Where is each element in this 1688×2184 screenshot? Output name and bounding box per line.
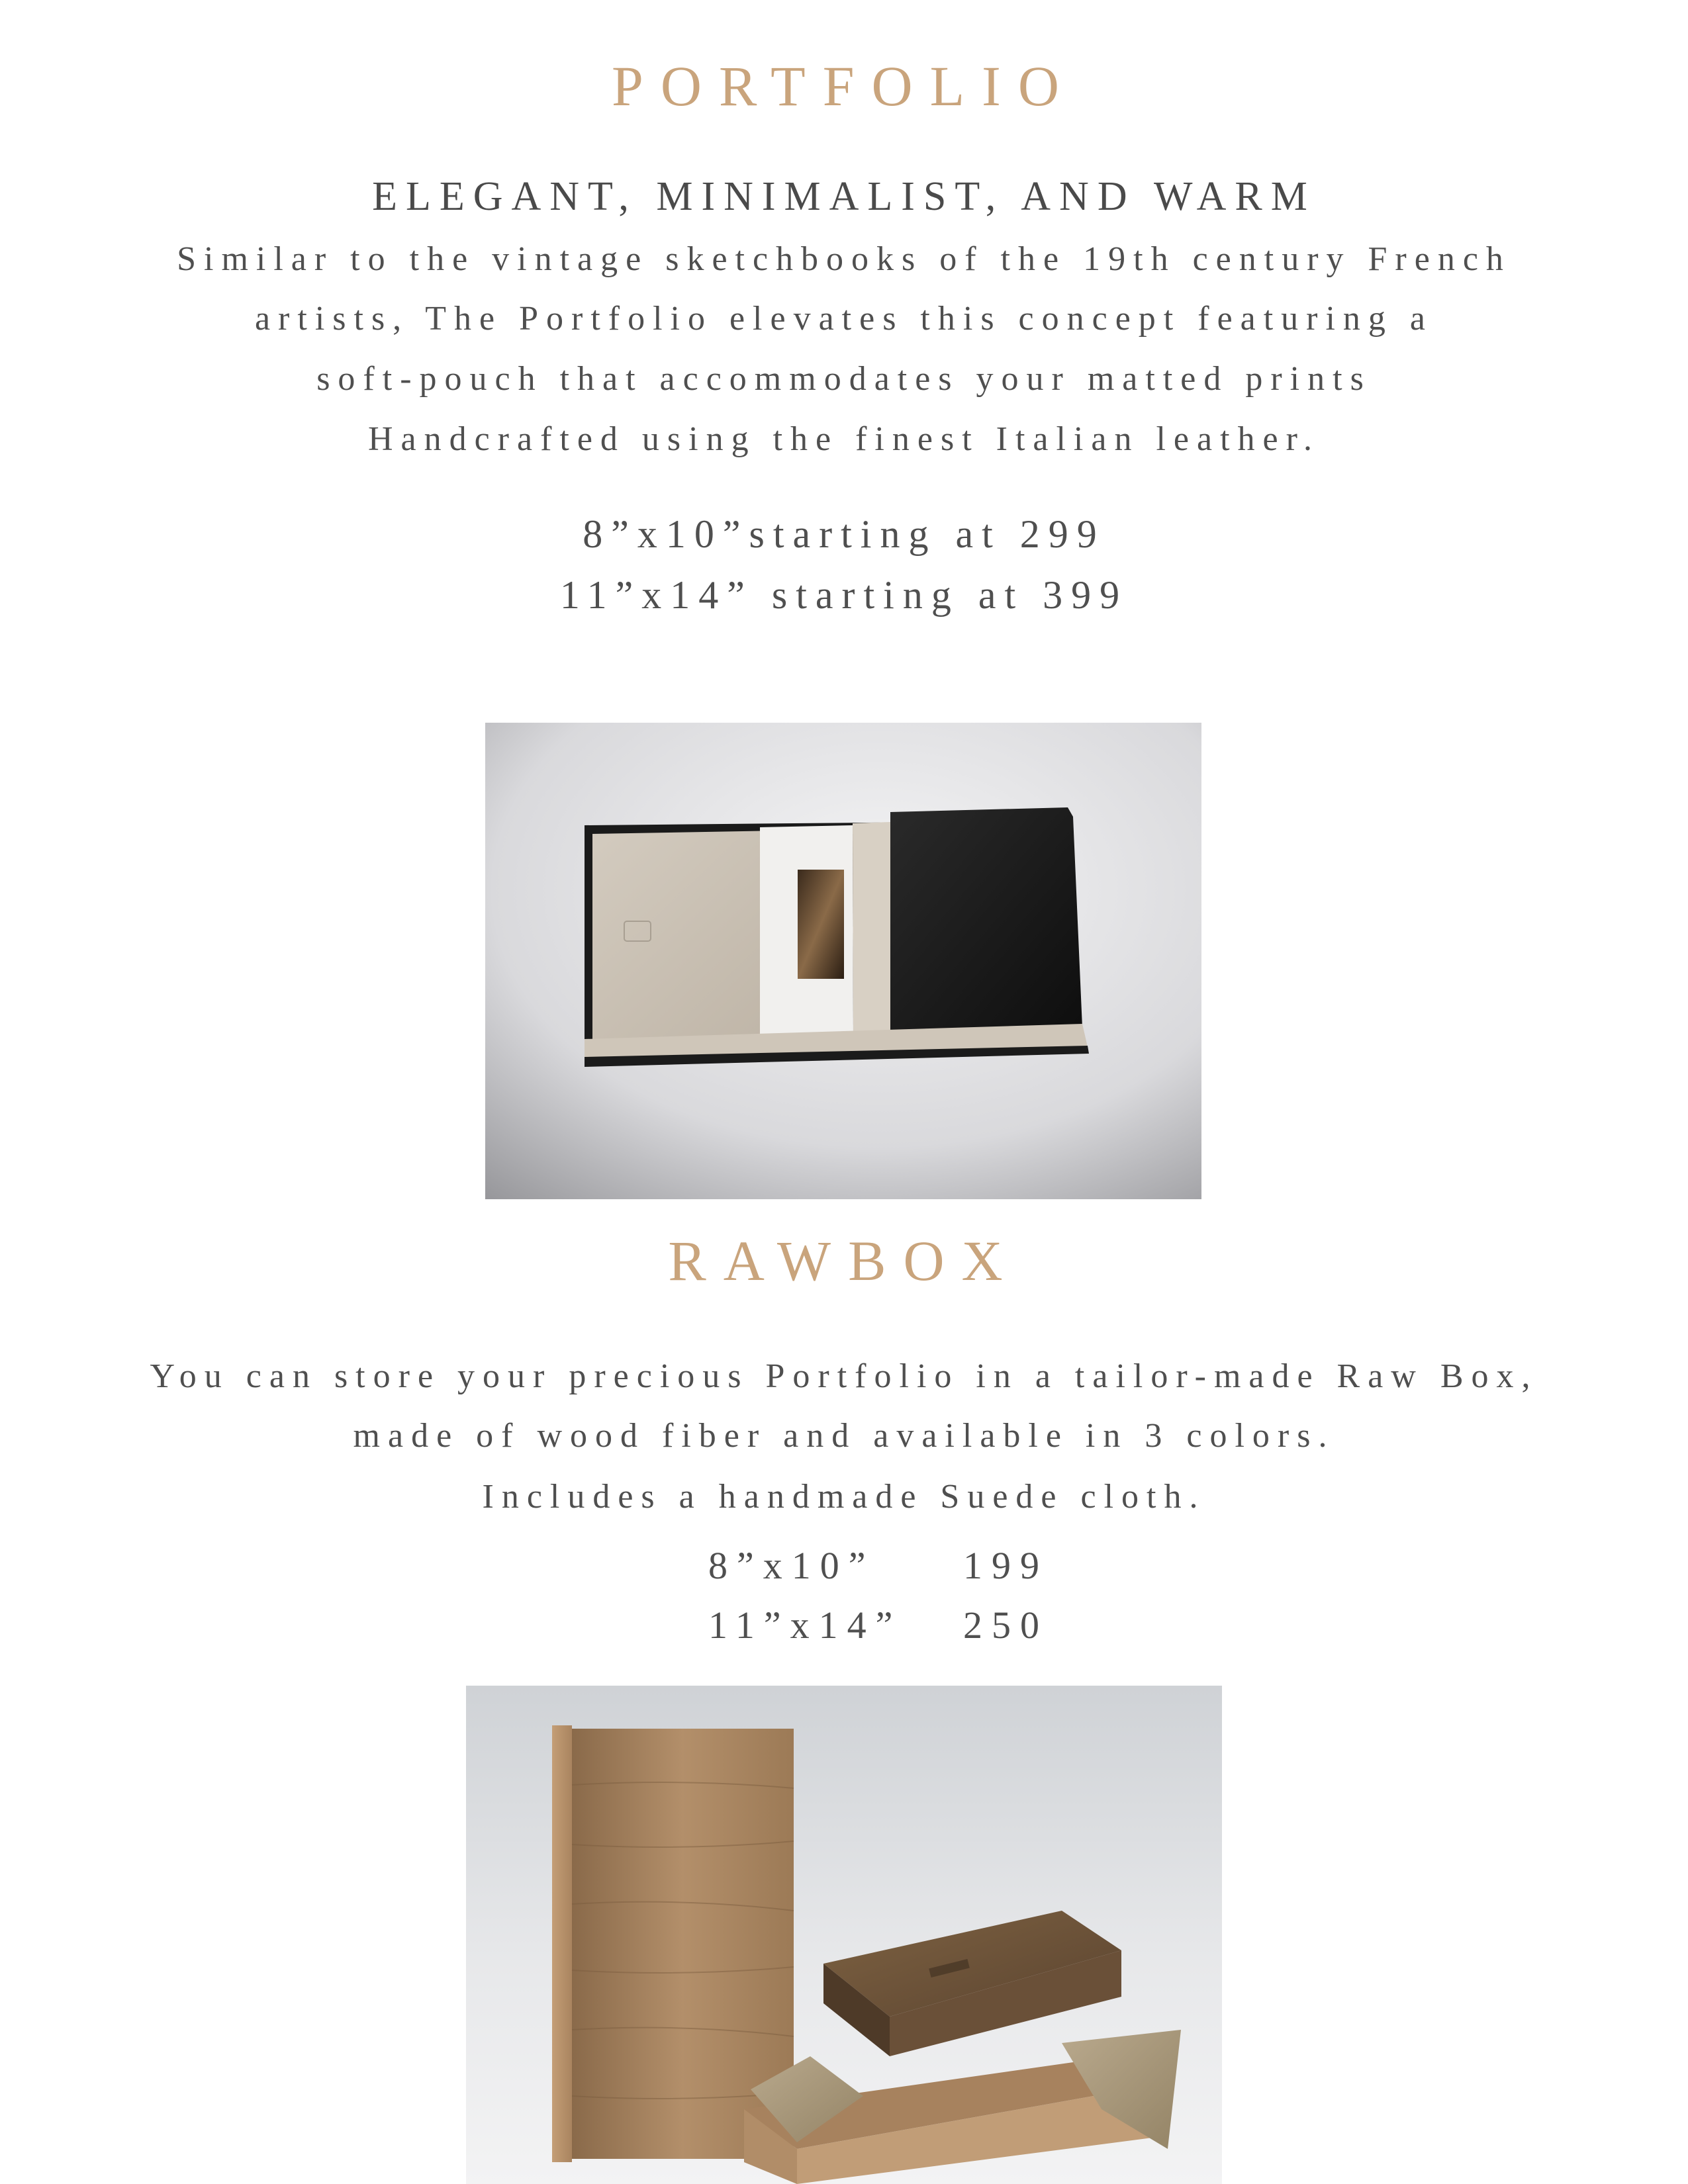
rawbox-title: RAWBOX bbox=[668, 1229, 1020, 1293]
portfolio-price-8x10: 8”x10”starting at 299 bbox=[583, 512, 1105, 556]
portfolio-price-11x14: 11”x14” starting at 399 bbox=[559, 573, 1129, 617]
rawbox-product-photo bbox=[466, 1686, 1222, 2184]
portfolio-description-line: soft-pouch that accommodates your matted prints bbox=[316, 360, 1372, 398]
rawbox-size-label: 8”x10” bbox=[708, 1544, 875, 1587]
portfolio-description-line: Similar to the vintage sketchbooks of the 19th century French bbox=[177, 240, 1511, 278]
portfolio-product-photo bbox=[485, 723, 1201, 1199]
rawbox-price-value: 199 bbox=[963, 1544, 1049, 1587]
rawbox-price-row bbox=[0, 1603, 1688, 1656]
rawbox-price-value: 250 bbox=[963, 1604, 1049, 1647]
rawbox-price-row bbox=[0, 1543, 1688, 1596]
portfolio-description-line: artists, The Portfolio elevates this concept featuring a bbox=[254, 300, 1434, 338]
rawbox-description-line: made of wood fiber and available in 3 colors. bbox=[353, 1417, 1335, 1455]
portfolio-subtitle: ELEGANT, MINIMALIST, AND WARM bbox=[372, 174, 1316, 219]
rawbox-size-label: 11”x14” bbox=[708, 1604, 902, 1647]
rawbox-description-line: Includes a handmade Suede cloth. bbox=[482, 1478, 1206, 1516]
portfolio-description-line: Handcrafted using the finest Italian leather. bbox=[367, 420, 1321, 458]
portfolio-title: PORTFOLIO bbox=[612, 54, 1076, 118]
rawbox-description-line: You can store your precious Portfolio in a tailor-made Raw Box, bbox=[150, 1357, 1538, 1395]
